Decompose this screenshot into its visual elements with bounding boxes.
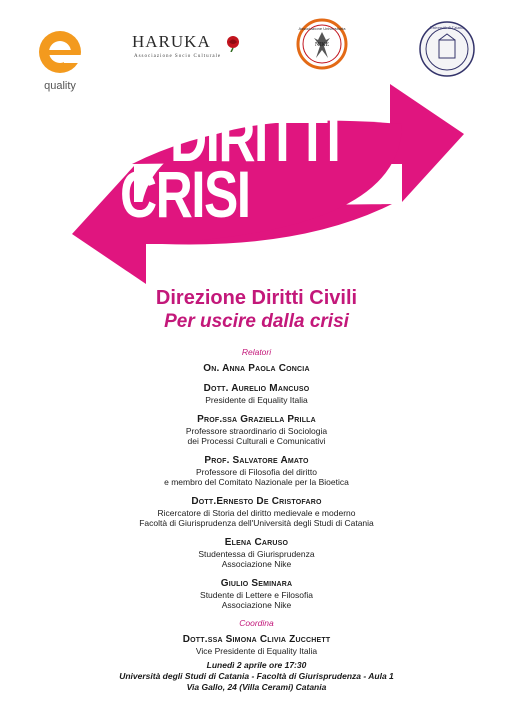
speaker-name: Dott.Ernesto De Cristofaro: [191, 495, 322, 507]
university-seal-icon: [418, 20, 476, 78]
speaker-role: Presidente di Equality Italia: [205, 395, 308, 405]
event-details: [0, 660, 513, 692]
equality-logo-icon: [38, 30, 82, 74]
coordinator: [0, 633, 513, 657]
speakers-list: [0, 362, 513, 663]
event-title: Direzione Diritti Civili: [155, 287, 358, 309]
speaker: [0, 577, 513, 611]
speaker-name: Giulio Seminara: [220, 577, 293, 589]
speaker-name: Elena Caruso: [224, 536, 289, 548]
seal-caption: Università di Catania: [430, 25, 464, 30]
nike-association-logo-icon: [296, 18, 348, 70]
speaker-role: Studentessa di Giurisprudenza: [198, 548, 315, 559]
speaker-role: e membro del Comitato Nazionale per la Bioetica: [164, 477, 349, 487]
relatori-label: Relatori: [241, 347, 272, 357]
speaker: [0, 362, 513, 375]
speaker-role: dei Processi Culturali e Comunicativi: [187, 436, 326, 446]
speaker: [0, 495, 513, 529]
haruka-logo-subtitle: Associazione Socio Culturale: [134, 54, 222, 59]
speaker-name: Prof.ssa Graziella Prilla: [197, 413, 316, 425]
banner-word-crisi: CRISI: [120, 157, 250, 231]
speaker: [0, 382, 513, 406]
speaker-role: Associazione Nike: [221, 600, 292, 610]
event-subtitle: Per uscire dalla crisi: [164, 311, 349, 332]
speaker-role: Professore straordinario di Sociologia: [185, 425, 328, 436]
speaker: [0, 454, 513, 488]
speaker-name: Prof. Salvatore Amato: [204, 454, 309, 466]
speaker: [0, 413, 513, 447]
event-date: Lunedì 2 aprile ore 17:30: [206, 660, 307, 670]
haruka-logo: [132, 32, 244, 66]
coordinator-name: Dott.ssa Simona Clivia Zucchett: [182, 633, 331, 645]
coordina-label: Coordina: [239, 617, 274, 628]
speaker-role: Studente di Lettere e Filosofia: [200, 589, 313, 600]
equality-logo-text: quality: [44, 80, 76, 92]
speaker-name: On. Anna Paola Concia: [203, 363, 310, 374]
nike-logo-caption: Associazione Universitaria: [298, 26, 346, 31]
coordinator-role: Vice Presidente di Equality Italia: [195, 645, 318, 656]
speaker: [0, 536, 513, 570]
speaker-role: Ricercatore di Storia del diritto medievale e moderno: [157, 507, 356, 518]
speaker-role: Associazione Nike: [221, 559, 292, 569]
event-venue: Università degli Studi di Catania - Facoltà di Giurisprudenza - Aula 1: [119, 670, 394, 681]
speaker-role: Professore di Filosofia del diritto: [196, 466, 317, 477]
rose-icon: [224, 34, 242, 52]
banner-word-diritti: DIRITTI: [170, 101, 340, 175]
haruka-logo-title: HARUKA: [132, 32, 211, 51]
nike-logo-name: NIKE: [314, 42, 330, 48]
event-address: Via Gallo, 24 (Villa Cerami) Catania: [186, 681, 327, 692]
speaker-name: Dott. Aurelio Mancuso: [203, 383, 310, 394]
speaker-role: Facoltà di Giurisprudenza dell'Università degli Studi di Catania: [139, 518, 374, 528]
